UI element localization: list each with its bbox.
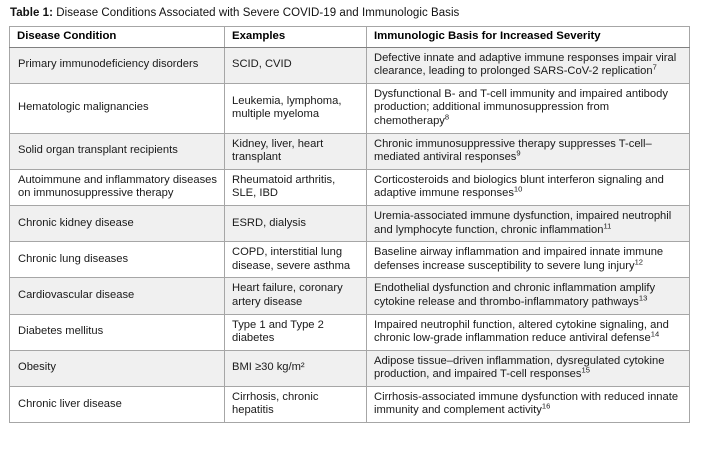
basis-text: Uremia-associated immune dysfunction, impaired neutrophil and lymphocyte function, chronic inflammation	[374, 209, 672, 236]
cell-immunologic-basis	[367, 205, 690, 241]
reference-superscript: 15	[581, 365, 590, 375]
cell-examples: SCID, CVID	[225, 47, 367, 83]
cell-immunologic-basis	[367, 350, 690, 386]
caption-label: Table 1:	[10, 7, 54, 19]
cell-immunologic-basis	[367, 242, 690, 278]
reference-superscript: 9	[516, 148, 521, 158]
basis-text: Dysfunctional B- and T-cell immunity and impaired antibody production; additional immunosuppression from chemotherapy	[374, 87, 668, 127]
cell-disease-condition: Obesity	[10, 350, 225, 386]
column-header-examples: Examples	[225, 27, 367, 48]
cell-disease-condition: Chronic liver disease	[10, 386, 225, 422]
cell-examples: Rheumatoid arthritis, SLE, IBD	[225, 169, 367, 205]
table-caption	[10, 6, 689, 21]
table-row	[10, 133, 690, 169]
cell-disease-condition: Solid organ transplant recipients	[10, 133, 225, 169]
cell-disease-condition: Autoimmune and inflammatory diseases on immunosuppressive therapy	[10, 169, 225, 205]
basis-text: Impaired neutrophil function, altered cytokine signaling, and chronic low-grade inflammation reduce antiviral defense	[374, 318, 669, 345]
table-row	[10, 350, 690, 386]
table-row	[10, 83, 690, 133]
cell-immunologic-basis	[367, 83, 690, 133]
basis-text: Cirrhosis-associated immune dysfunction with reduced innate immunity and complement activity	[374, 390, 679, 417]
cell-immunologic-basis	[367, 386, 690, 422]
cell-examples: Kidney, liver, heart transplant	[225, 133, 367, 169]
basis-text: Endothelial dysfunction and chronic inflammation amplify cytokine release and thrombo-inflammatory pathways	[374, 282, 656, 308]
basis-text: Adipose tissue–driven inflammation, dysregulated cytokine production, and impaired T-cell responses	[374, 354, 665, 381]
basis-text: Defective innate and adaptive immune responses impair viral clearance, leading to prolonged SARS-CoV-2 replication	[374, 51, 677, 78]
table-body	[10, 47, 690, 422]
reference-superscript: 16	[541, 401, 551, 411]
basis-text: Corticosteroids and biologics blunt interferon signaling and adaptive immune responses	[374, 173, 664, 200]
caption-text: Disease Conditions Associated with Severe COVID-19 and Immunologic Basis	[53, 7, 460, 19]
cell-immunologic-basis	[367, 169, 690, 205]
column-header-immunologic-basis: Immunologic Basis for Increased Severity	[367, 27, 690, 48]
cell-disease-condition: Hematologic malignancies	[10, 83, 225, 133]
cell-examples: Leukemia, lymphoma, multiple myeloma	[225, 83, 367, 133]
cell-examples: ESRD, dialysis	[225, 205, 367, 241]
column-header-disease-condition: Disease Condition	[10, 27, 225, 48]
reference-superscript: 14	[650, 329, 660, 339]
basis-text: Baseline airway inflammation and impaired innate immune defenses increase susceptibility to severe lung injury	[374, 246, 664, 272]
cell-disease-condition: Chronic kidney disease	[10, 205, 225, 241]
table-row	[10, 242, 690, 278]
basis-text: Chronic immunosuppressive therapy suppresses T-cell–mediated antiviral responses	[374, 137, 652, 164]
cell-immunologic-basis	[367, 314, 690, 350]
reference-superscript: 10	[513, 184, 523, 194]
cell-examples: Type 1 and Type 2 diabetes	[225, 314, 367, 350]
cell-examples: Cirrhosis, chronic hepatitis	[225, 386, 367, 422]
table-row	[10, 314, 690, 350]
cell-disease-condition: Diabetes mellitus	[10, 314, 225, 350]
cell-immunologic-basis	[367, 47, 690, 83]
table-row	[10, 278, 690, 314]
reference-superscript: 11	[603, 220, 612, 230]
disease-conditions-table	[9, 26, 690, 423]
cell-disease-condition: Chronic lung diseases	[10, 242, 225, 278]
cell-examples: BMI ≥30 kg/m²	[225, 350, 367, 386]
cell-disease-condition: Primary immunodeficiency disorders	[10, 47, 225, 83]
reference-superscript: 13	[638, 293, 648, 303]
cell-examples: Heart failure, coronary artery disease	[225, 278, 367, 314]
cell-examples: COPD, interstitial lung disease, severe asthma	[225, 242, 367, 278]
table-header	[10, 27, 690, 48]
table-row	[10, 47, 690, 83]
cell-immunologic-basis	[367, 133, 690, 169]
reference-superscript: 7	[652, 62, 657, 72]
cell-disease-condition: Cardiovascular disease	[10, 278, 225, 314]
reference-superscript: 12	[634, 256, 644, 266]
table-header-row	[10, 27, 690, 48]
table-row	[10, 169, 690, 205]
table-row	[10, 205, 690, 241]
table-row	[10, 386, 690, 422]
reference-superscript: 8	[444, 112, 450, 122]
cell-immunologic-basis	[367, 278, 690, 314]
